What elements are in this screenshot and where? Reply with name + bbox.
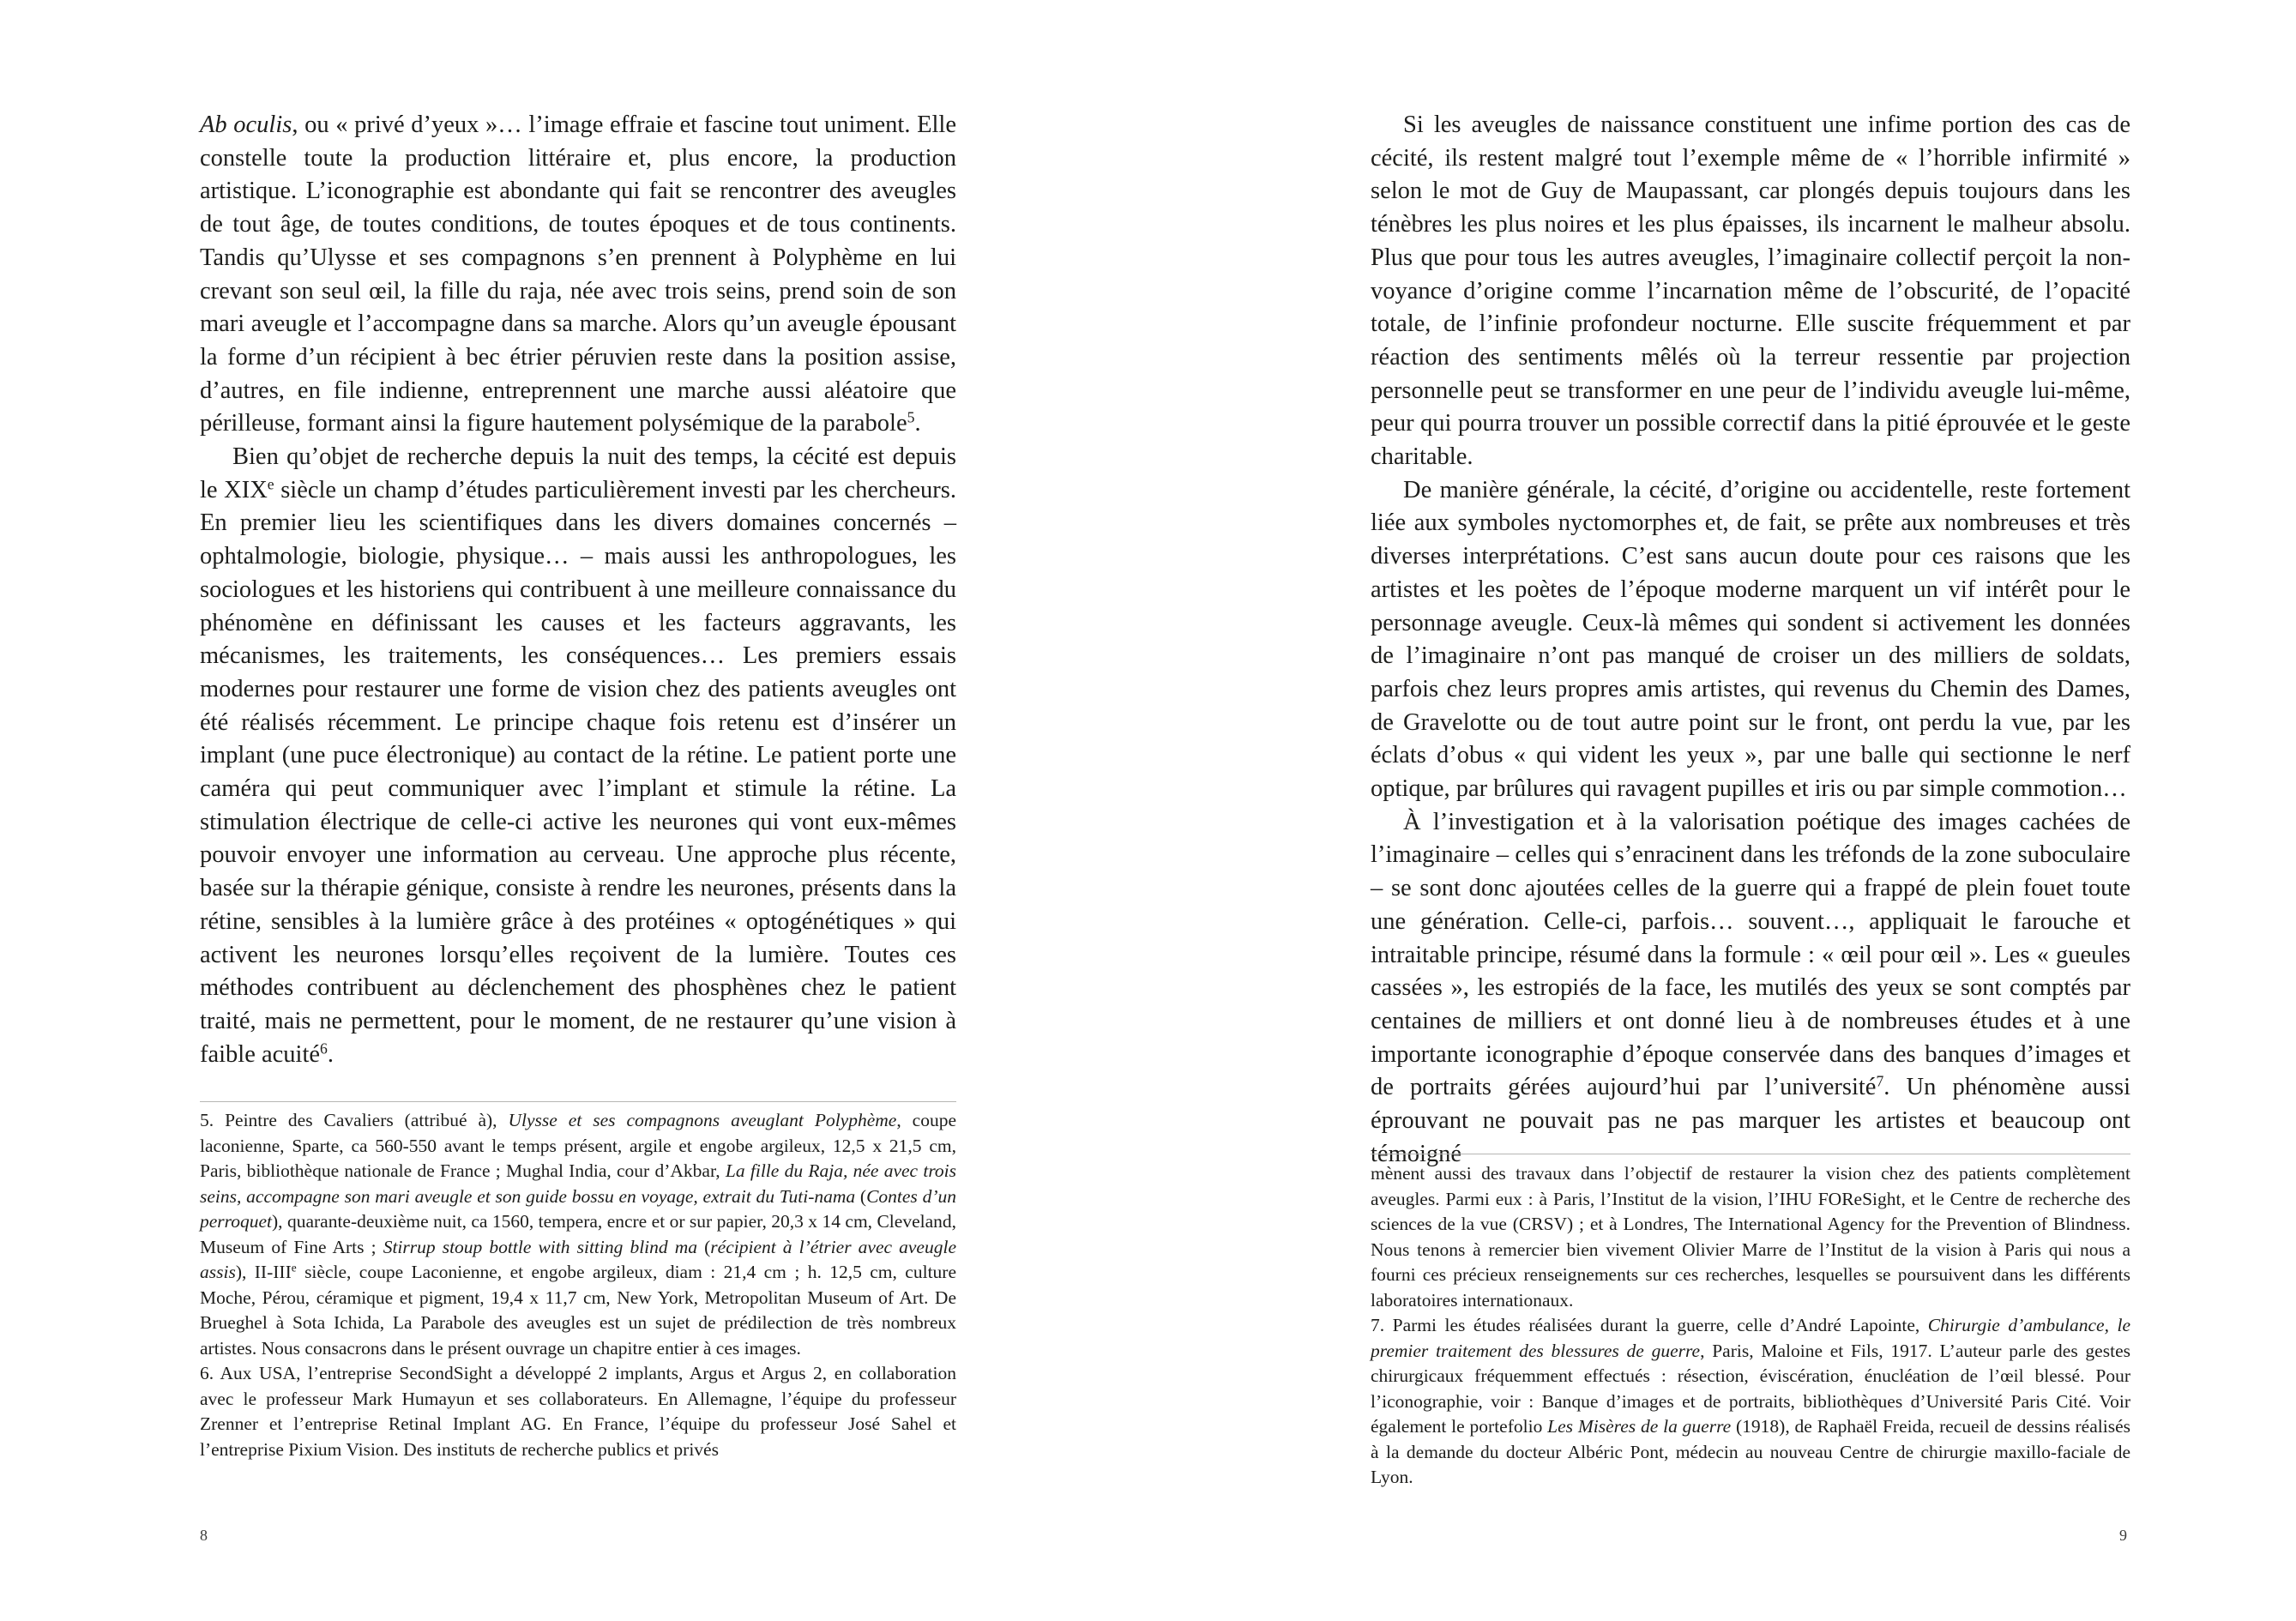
italic-text: Contes d’un perroquet xyxy=(200,1185,956,1232)
superscript: 5 xyxy=(907,408,915,426)
text-run: ( xyxy=(855,1185,867,1207)
text-run: Si les aveugles de naissance constituent une infime portion des cas de cécité, ils restent malgré tout l’exemple même de « l’horrible infirmité » selon le mot de Guy de Maupassant, car plongés depuis toujours dans les ténèbres les plus noires et les plus épaisses, ils incarnent le malheur absolu. Plus que pour tous les autres aveugles, l’imaginaire collectif perçoit la non-voyance d’origine comme l’incarnation même de l’obscurité, de l’opacité totale, de l’infinie profondeur nocturne. Elle suscite fréquemment et par réaction des sentiments mêlés où la terreur ressentie par projection personnelle peut se transformer en une peur de l’individu aveugle lui-même, peur qui pourra trouver un possible correctif dans la pitié éprouvée et le geste charitable. xyxy=(1371,111,2130,471)
page-number-right: 9 xyxy=(2119,1527,2127,1544)
left-paragraph-1 xyxy=(200,109,956,441)
text-run: ( xyxy=(697,1236,711,1257)
text-run: , Paris, Maloine et Fils, 1917. L’auteur parle des gestes chirurgicaux fréquemment effectués : résection, éviscération, énucléation de l’œil blessé. Pour l’iconographie, voir : Banque d’images et de portraits, bibliothèques d’Université Paris Cité. Voir également le portefolio xyxy=(1371,1340,2130,1437)
text-run: siècle un champ d’études particulièrement investi par les chercheurs. En premier lieu les scientifiques dans les divers domaines concernés – ophtalmologie, biologie, physique… – mais aussi les anthropologues, les sociologues et les historiens qui contribuent à une meilleure connaissance du phénomène en définissant les causes et les facteurs aggravants, les mécanismes, les traitements, les conséquences… Les premiers essais modernes pour restaurer une forme de vision chez des patients aveugles ont été réalisés récemment. Le principe chaque fois retenu est d’insérer un implant (une puce électronique) au contact de la rétine. Le patient porte une caméra qui peut communiquer avec l’implant et stimule la rétine. La stimulation électrique de celle-ci active les neurones qui vont eux-mêmes pouvoir envoyer une information au cerveau. Une approche plus récente, basée sur la thérapie génique, consiste à rendre les neurones, présents dans la rétine, sensibles à la lumière grâce à des protéines « optogénétiques » qui activent les neurones lorsqu’elles reçoivent de la lumière. Toutes ces méthodes contribuent au déclenchement des phosphènes chez le patient traité, mais ne permettent, pour le moment, de ne restaurer qu’une vision à faible acuité xyxy=(200,476,956,1068)
text-run: . xyxy=(914,410,921,437)
left-body-text xyxy=(200,109,956,1071)
italic-text: Ab oculis xyxy=(200,111,292,138)
text-run: , coupe laconienne, Sparte, ca 560-550 avant le temps présent, argile et engobe argileux, 12,5 x 21,5 cm, Paris, bibliothèque nationale de France ; Mughal India, cour d’Akbar, xyxy=(200,1110,957,1181)
superscript: e xyxy=(291,1261,297,1275)
text-run: De manière générale, la cécité, d’origine ou accidentelle, reste fortement liée aux symboles nyctomorphes et, de fait, se prête aux nombreuses et très diverses interprétations. C’est sans aucun doute pour ces raisons que les artistes et les poètes de l’époque moderne marquent un vif intérêt pour le personnage aveugle. Ceux-là mêmes qui sondent si activement les données de l’imaginaire n’ont pas manqué de croiser un des milliers de soldats, parfois chez leurs propres amis artistes, qui revenus du Chemin des Dames, de Gravelotte ou de tout autre point sur le front, ont perdu la vue, par les éclats d’obus « qui vident les yeux », par une balle qui sectionne le nerf optique, par brûlures qui ravagent pupilles et iris ou par simple commotion… xyxy=(1371,476,2130,803)
page-number-left: 8 xyxy=(200,1527,208,1544)
text-run: siècle, coupe Laconienne, et engobe argileux, diam : 21,4 cm ; h. 12,5 cm, culture Moche, Pérou, céramique et pigment, 19,4 x 11,7 cm, New York, Metropolitan Museum of Art. De Brueghel à Sota Ichida, La Parabole des aveugles est un sujet de prédilection de très nombreux artistes. Nous consacrons dans le présent ouvrage un chapitre entier à ces images. xyxy=(200,1262,956,1359)
italic-text: récipient à l’étrier avec aveugle assis xyxy=(200,1236,956,1282)
footnote-5 xyxy=(200,1108,956,1361)
text-run: (1918), de Raphaël Freida, recueil de dessins réalisés à la demande du docteur Albéric Pont, médecin au nouveau Centre de chirurgie maxillo-faciale de Lyon. xyxy=(1371,1416,2130,1487)
left-paragraph-2 xyxy=(200,441,956,1071)
italic-text: Les Misères de la guerre xyxy=(1547,1416,1732,1437)
right-paragraph-3 xyxy=(1371,806,2130,1172)
italic-text: La fille du Raja, née avec trois seins, accompagne son mari aveugle et son guide bossu en voyage, extrait du Tuti-nama xyxy=(200,1160,956,1207)
italic-text: Ulysse et ses compagnons aveuglant Polyphème xyxy=(508,1110,897,1130)
footnote-7 xyxy=(1371,1313,2130,1491)
superscript: 6 xyxy=(320,1039,328,1057)
italic-text: Stirrup stoup bottle with sitting blind ma xyxy=(383,1236,698,1257)
text-run: mènent aussi des travaux dans l’objectif de restaurer la vision chez des patients complètement aveugles. Parmi eux : à Paris, l’Institut de la vision, l’IHU FOReSight, et le Centre de recherche des sciences de la vue (CRSV) ; et à Londres, The International Agency for the Prevention of Blindness. Nous tenons à remercier bien vivement Olivier Marre de l’Institut de la vision à Paris qui nous a fourni ces précieux renseignements sur ces recherches, lesquelles se poursuivent dans les différents laboratoires internationaux. xyxy=(1371,1163,2130,1311)
superscript: 7 xyxy=(1876,1072,1884,1090)
text-run: 5. Peintre des Cavaliers (attribué à), xyxy=(200,1110,509,1130)
right-page xyxy=(1148,0,2296,1621)
right-footnotes xyxy=(1371,1161,2130,1491)
text-run: Bien qu’objet de recherche depuis la nuit des temps, la cécité est depuis le XIX xyxy=(200,443,956,503)
right-body-text xyxy=(1371,109,2130,1172)
footnote-6 xyxy=(200,1361,956,1462)
text-run: ), II-III xyxy=(235,1262,292,1282)
text-run: . xyxy=(327,1040,334,1068)
text-run: ), quarante-deuxième nuit, ca 1560, tempera, encre et or sur papier, 20,3 x 14 cm, Cleveland, Museum of Fine Arts ; xyxy=(200,1211,956,1257)
text-run: À l’investigation et à la valorisation poétique des images cachées de l’imaginaire – celles qui s’enracinent dans les tréfonds de la zone suboculaire – se sont donc ajoutées celles de la guerre qui a frappé de plein fouet toute une génération. Celle-ci, parfois… souvent…, appliquait le farouche et intraitable principe, résumé dans la formule : « œil pour œil ». Les « gueules cassées », les estropiés de la face, les mutilés des yeux se sont comptés par centaines de milliers et ont donné lieu à de nombreuses études et à une importante iconographie d’époque conservée dans des banques d’images et de portraits gérées aujourd’hui par l’université xyxy=(1371,808,2130,1101)
right-paragraph-1 xyxy=(1371,109,2130,474)
text-run: , ou « privé d’yeux »… l’image effraie et fascine tout uniment. Elle constelle toute la production littéraire et, plus encore, la production artistique. L’iconographie est abondante qui fait se rencontrer des aveugles de tout âge, de toutes conditions, de toutes époques et de tous continents. Tandis qu’Ulysse et ses compagnons s’en prennent à Polyphème en lui crevant son seul œil, la fille du raja, née avec trois seins, prend soin de son mari aveugle et l’accompagne dans sa marche. Alors qu’un aveugle épousant la forme d’un récipient à bec étrier péruvien reste dans la position assise, d’autres, en file indienne, entreprennent une marche aussi aléatoire que périlleuse, formant ainsi la figure hautement polysémique de la parabole xyxy=(200,111,956,437)
italic-text: Chirurgie d’ambulance, le premier traitement des blessures de guerre xyxy=(1371,1315,2130,1361)
left-footnotes xyxy=(200,1108,956,1462)
text-run: . Un phénomène aussi éprouvant ne pouvait pas ne pas marquer les artistes et beaucoup ont témoigné xyxy=(1371,1074,2131,1167)
text-run: 6. Aux USA, l’entreprise SecondSight a développé 2 implants, Argus et Argus 2, en collaboration avec le professeur Mark Humayun et ses collaborateurs. En Allemagne, l’équipe du professeur Zrenner et l’entreprise Retinal Implant AG. En France, l’équipe du professeur José Sahel et l’entreprise Pixium Vision. Des instituts de recherche publics et privés xyxy=(200,1363,956,1460)
superscript: e xyxy=(267,475,274,493)
footnote-6-continued xyxy=(1371,1161,2130,1313)
right-paragraph-2 xyxy=(1371,474,2130,806)
text-run: 7. Parmi les études réalisées durant la guerre, celle d’André Lapointe, xyxy=(1371,1315,1928,1335)
left-footnote-rule xyxy=(200,1101,956,1102)
